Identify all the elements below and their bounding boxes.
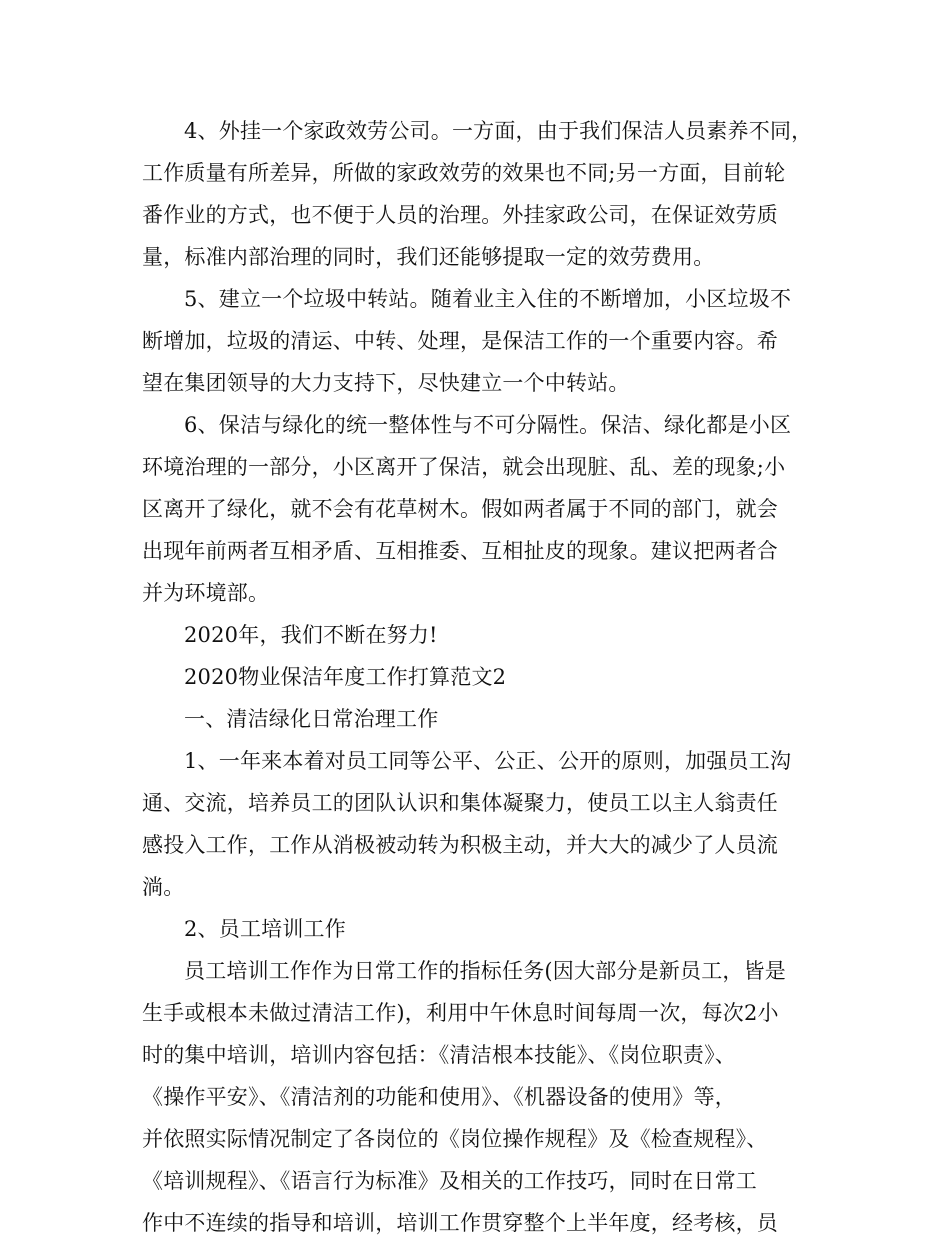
training-line-5: 并依照实际情况制定了各岗位的《岗位操作规程》及《检查规程》、	[142, 1127, 768, 1151]
item-1-line-2: 通、交流，培养员工的团队认识和集体凝聚力，使员工以主人翁责任	[142, 791, 778, 815]
item-1-line-4: 淌。	[142, 875, 185, 899]
training-line-4: 《操作平安》、《清洁剂的功能和使用》、《机器设备的使用》等，	[142, 1085, 736, 1109]
paragraph-5-line-3: 望在集团领导的大力支持下，尽快建立一个中转站。	[142, 371, 630, 395]
training-line-6: 《培训规程》、《语言行为标准》及相关的工作技巧，同时在日常工	[142, 1169, 757, 1193]
training-line-2: 生手或根本未做过清洁工作)，利用中午休息时间每周一次，每次2小	[142, 1001, 779, 1025]
paragraph-4-line-3: 番作业的方式，也不便于人员的治理。外挂家政公司，在保证效劳质	[142, 203, 778, 227]
heading-staff-training: 2、员工培训工作	[184, 917, 346, 941]
paragraph-6-line-1: 6、保洁与绿化的统一整体性与不可分隔性。保洁、绿化都是小区	[184, 413, 792, 437]
paragraph-4-line-4: 量，标准内部治理的同时，我们还能够提取一定的效劳费用。	[142, 245, 715, 269]
paragraph-6-line-5: 并为环境部。	[142, 581, 270, 605]
paragraph-6-line-3: 区离开了绿化，就不会有花草树木。假如两者属于不同的部门，就会	[142, 497, 778, 521]
paragraph-6-line-2: 环境治理的一部分，小区离开了保洁，就会出现脏、乱、差的现象;小	[142, 455, 786, 479]
training-line-1: 员工培训工作作为日常工作的指标任务(因大部分是新员工，皆是	[184, 959, 786, 983]
training-line-7: 作中不连续的指导和培训，培训工作贯穿整个上半年度，经考核，员	[142, 1211, 778, 1235]
heading-cleaning-greening: 一、清洁绿化日常治理工作	[184, 707, 439, 731]
section-title: 2020物业保洁年度工作打算范文2	[184, 665, 507, 689]
item-1-line-3: 感投入工作，工作从消极被动转为积极主动，并大大的减少了人员流	[142, 833, 778, 857]
paragraph-6-line-4: 出现年前两者互相矛盾、互相推委、互相扯皮的现象。建议把两者合	[142, 539, 778, 563]
item-1-line-1: 1、一年来本着对员工同等公平、公正、公开的原则，加强员工沟	[184, 749, 792, 773]
paragraph-4-line-2: 工作质量有所差异，所做的家政效劳的效果也不同;另一方面，目前轮	[142, 161, 786, 185]
paragraph-5-line-2: 断增加，垃圾的清运、中转、处理，是保洁工作的一个重要内容。希	[142, 329, 778, 353]
closing-statement: 2020年，我们不断在努力!	[184, 623, 438, 647]
paragraph-5-line-1: 5、建立一个垃圾中转站。随着业主入住的不断增加，小区垃圾不	[184, 287, 792, 311]
paragraph-4-line-1: 4、外挂一个家政效劳公司。一方面，由于我们保洁人员素养不同，	[184, 119, 813, 143]
training-line-3: 时的集中培训，培训内容包括：《清洁根本技能》、《岗位职责》、	[142, 1043, 736, 1067]
